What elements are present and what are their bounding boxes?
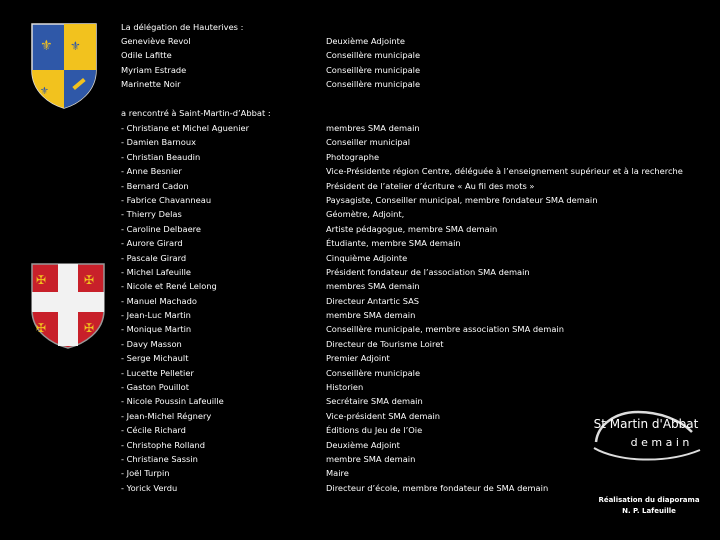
meeting-person-name: - Nicole Poussin Lafeuille — [121, 396, 224, 407]
meeting-person-name: - Christophe Rolland — [121, 439, 206, 450]
meeting-person-role: membres SMA demain — [326, 123, 420, 133]
meeting-person-name: - Aurore Girard — [121, 238, 183, 249]
credit-author: N. P. Lafeuille — [622, 507, 676, 515]
meeting-person-role: Paysagiste, Conseiller municipal, membre fondateur SMA demain — [326, 194, 598, 205]
meeting-person-role: Président fondateur de l’association SMA demain — [326, 266, 530, 277]
meeting-person-name: - Christiane et Michel Aguenier — [121, 123, 250, 133]
delegation-names-column — [121, 34, 191, 92]
meeting-person-name: - Pascale Girard — [121, 252, 187, 263]
meeting-person-role: Directeur Antartic SAS — [326, 295, 420, 306]
svg-text:⚜: ⚜ — [40, 86, 49, 97]
meeting-person-role: Étudiante, membre SMA demain — [326, 238, 461, 249]
delegation-role: Conseillère municipale — [326, 79, 421, 90]
meeting-person-role: Conseillère municipale, membre association SMA demain — [326, 324, 564, 335]
meeting-person-name: - Lucette Pelletier — [121, 367, 194, 378]
meeting-person-name: - Serge Michault — [121, 353, 189, 364]
meeting-person-role: Président de l’atelier d’écriture « Au fil des mots » — [326, 180, 535, 191]
credit-line: Réalisation du diaporama — [598, 496, 700, 504]
meeting-person-name: - Thierry Delas — [121, 209, 182, 220]
delegation-name: Marinette Noir — [121, 79, 181, 90]
svg-text:✠: ✠ — [84, 273, 95, 287]
meeting-title: a rencontré à Saint-Martin-d’Abbat : — [121, 108, 271, 118]
meeting-person-role: membre SMA demain — [326, 453, 416, 464]
meeting-person-name: - Davy Masson — [121, 338, 182, 349]
meeting-person-role: Vice-Présidente région Centre, déléguée à l’enseignement supérieur et à la recherche — [326, 166, 683, 177]
meeting-person-role: membre SMA demain — [326, 310, 416, 321]
meeting-person-role: Conseillère municipale — [326, 367, 421, 378]
delegation-title: La délégation de Hauterives : — [121, 22, 244, 32]
meeting-person-role: Maire — [326, 468, 349, 479]
meeting-person-name: - Michel Lafeuille — [121, 266, 191, 277]
delegation-name: Odile Lafitte — [121, 50, 172, 61]
delegation-roles-column — [326, 34, 420, 92]
meeting-person-name: - Joël Turpin — [121, 468, 170, 479]
svg-text:⚜: ⚜ — [70, 39, 81, 53]
logo-title: St Martin d'Abbat — [593, 417, 699, 431]
meeting-person-role: Premier Adjoint — [326, 353, 390, 364]
meeting-person-role: Photographe — [326, 151, 380, 162]
meeting-person-role: Cinquième Adjointe — [326, 252, 408, 263]
meeting-person-role: membres SMA demain — [326, 281, 420, 292]
meeting-person-role: Directeur de Tourisme Loiret — [326, 338, 444, 349]
meeting-person-name: - Jean-Michel Régnery — [121, 410, 212, 421]
meeting-person-role: Directeur d’école, membre fondateur de SMA demain — [326, 482, 549, 493]
svg-text:✠: ✠ — [36, 273, 47, 287]
meeting-person-name: - Yorick Verdu — [121, 482, 178, 493]
logo-subtitle: d e m a i n — [630, 436, 690, 449]
delegation-name: Myriam Estrade — [121, 64, 187, 75]
meeting-person-name: - Nicole et René Lelong — [121, 281, 217, 292]
credit-block — [590, 495, 708, 517]
meeting-person-name: - Anne Besnier — [121, 166, 182, 177]
meeting-person-name: - Cécile Richard — [121, 425, 186, 436]
meeting-person-name: - Christiane Sassin — [121, 453, 198, 464]
meeting-names-column — [121, 121, 249, 495]
meeting-person-role: Secrétaire SMA demain — [326, 396, 423, 407]
meeting-person-name: - Monique Martin — [121, 324, 192, 335]
meeting-person-name: - Fabrice Chavanneau — [121, 194, 212, 205]
delegation-role: Conseillère municipale — [326, 50, 421, 61]
delegation-name: Geneviève Revol — [121, 36, 191, 46]
meeting-person-name: - Manuel Machado — [121, 295, 197, 306]
meeting-person-role: Historien — [326, 382, 364, 393]
meeting-person-role: Deuxième Adjoint — [326, 439, 400, 450]
svg-text:⚜: ⚜ — [40, 38, 53, 54]
meeting-person-name: - Damien Barnoux — [121, 137, 197, 148]
sma-demain-logo — [588, 408, 704, 474]
meeting-person-role: Éditions du Jeu de l’Oie — [326, 425, 423, 436]
meeting-person-role: Artiste pédagogue, membre SMA demain — [326, 223, 498, 234]
saint-martin-coat-of-arms — [28, 262, 108, 350]
svg-text:✠: ✠ — [36, 321, 47, 335]
meeting-person-name: - Jean-Luc Martin — [121, 310, 191, 321]
hauterives-coat-of-arms — [28, 22, 100, 110]
meeting-person-name: - Gaston Pouillot — [121, 382, 189, 393]
svg-text:✠: ✠ — [84, 321, 95, 335]
meeting-person-name: - Christian Beaudin — [121, 151, 201, 162]
delegation-role: Conseillère municipale — [326, 64, 421, 75]
meeting-person-name: - Caroline Delbaere — [121, 223, 202, 234]
meeting-person-role: Géomètre, Adjoint, — [326, 209, 405, 220]
delegation-role: Deuxième Adjointe — [326, 36, 405, 46]
meeting-person-role: Vice-président SMA demain — [326, 410, 441, 421]
meeting-person-name: - Bernard Cadon — [121, 180, 189, 191]
meeting-person-role: Conseiller municipal — [326, 137, 411, 148]
